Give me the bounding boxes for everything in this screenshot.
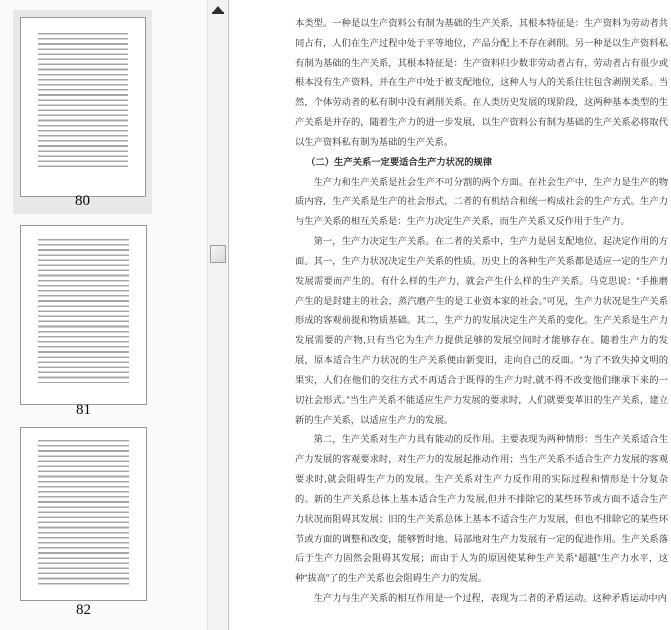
- page-number-label: 80: [75, 193, 90, 209]
- section-heading: （二）生产关系一定要适合生产力状况的规律: [306, 156, 493, 167]
- paragraph: 生产力与生产关系的相互作用是一个过程，表现为二者的矛盾运动。这种矛盾运动中内: [313, 593, 667, 604]
- up-arrow-baseline: [212, 12, 224, 14]
- thumbnail-text-lines: [38, 33, 128, 170]
- page-thumbnail-81[interactable]: [20, 225, 147, 405]
- page-text-block: [295, 14, 668, 609]
- paragraph: 第二，生产关系对生产力具有能动的反作用。主要表现为两种情形：当生产关系适合生产力发展的客观要求时，对生产力的发展起推动作用；当生产关系不适合生产力发展的客观要求时,就会阻碍生产力的发展。生产关系对生产力反作用的实际过程和情形是十分复杂的。新的生产关系总体上基本适合生产力发展,但并不排除它的某些环节或方面不适合生产力状况而阻碍其发展；旧的生产关系总体上基本不适合生产力发展，但也不排除它的某些环节或方面的调整和改变，能够暂时地、局部地对生产力发展有一定的促进作用。生产关系落后于生产力固然会阻碍其发展；而由于人为的原因使某种生产关系“超越”生产力水平，这种“拔高”了的生产关系也会阻碍生产力的发展。: [295, 434, 668, 584]
- thumbnail-text-lines: [38, 239, 129, 383]
- paragraph: 生产力和生产关系是社会生产不可分割的两个方面。在社会生产中，生产力是生产的物质内容，生产关系是生产的社会形式，二者的有机结合和统一构成社会的生产方式。生产力与生产关系的相互关系是：生产力决定生产关系，而生产关系又反作用于生产力。: [295, 176, 668, 227]
- thumbnail-page-image: [20, 225, 147, 405]
- paragraph: 本类型。一种是以生产资料公有制为基础的生产关系，其根本特征是：生产资料为劳动者共同占有，人们在生产过程中处于平等地位，产品分配上不存在剥削。另一种是以生产资料私有制为基础的生产关系，其根本特征是：生产资料归少数非劳动者占有，劳动者占有很少或根本没有生产资料，并在生产中处于被支配地位，这种人与人的关系往往包含剥削关系。当然，个体劳动者的私有制中没有剥削关系。在人类历史发展的现阶段，这两种基本类型的生产关系是并存的，随着生产力的进一步发展，以生产资料公有制为基础的生产关系必将取代以生产资料私有制为基础的生产关系。: [295, 18, 668, 147]
- sidebar-scrollbar[interactable]: [207, 0, 227, 630]
- page-number-label: 82: [76, 602, 91, 618]
- thumbnail-list: [0, 0, 207, 630]
- thumbnail-sidebar: [0, 0, 229, 630]
- page-number-label: 81: [76, 402, 91, 418]
- thumbnail-page-image: [20, 427, 147, 601]
- scrollbar-thumb[interactable]: [210, 245, 226, 263]
- pdf-page-view[interactable]: [230, 0, 671, 630]
- thumbnail-text-lines: [38, 440, 129, 586]
- scrollbar-up-button[interactable]: [208, 4, 228, 18]
- page-thumbnail-82[interactable]: [20, 427, 147, 601]
- paragraph: 第一，生产力决定生产关系。在二者的关系中，生产力是居支配地位、起决定作用的方面。其一，生产力状况决定生产关系的性质。历史上的各种生产关系都是适应一定的生产力发展需要而产生的。有什么样的生产力，就会产生什么样的生产关系。马克思说：“手推磨产生的是封建主的社会，蒸汽磨产生的是工业资本家的社会。”可见，生产力状况是生产关系形成的客观前提和物质基础。其二，生产力的发展决定生产关系的变化。生产关系是生产力发展需要的产物,只有当它为生产力提供足够的发展空间时才能够存在。随着生产力的发展，原本适合生产力状况的生产关系便由新变旧，走向自己的反面。“为了不致失掉文明的果实，人们在他们的交往方式不再适合于既得的生产力时,就不得不改变他们继承下来的一切社会形式。”当生产关系不能适应生产力发展的要求时，人们就要变革旧的生产关系，建立新的生产关系，以适应生产力的发展。: [295, 236, 668, 425]
- page-thumbnail-80[interactable]: [20, 17, 146, 197]
- thumbnail-page-image: [20, 17, 146, 197]
